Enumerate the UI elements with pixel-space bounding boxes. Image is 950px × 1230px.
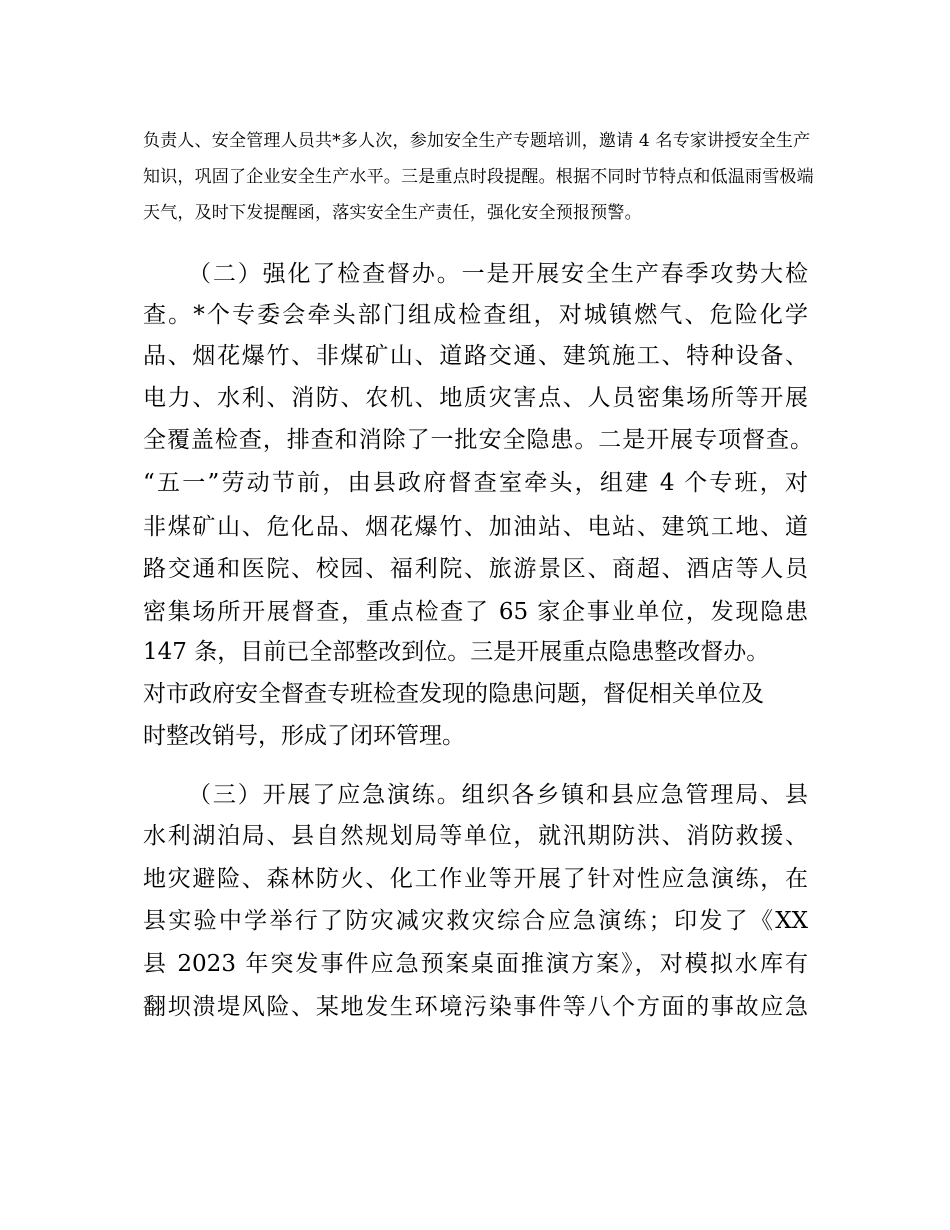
body-line: 品、烟花爆竹、非煤矿山、道路交通、建筑施工、特种设备、	[143, 343, 808, 369]
body-line: 查。*个专委会牵头部门组成检查组，对城镇燃气、危险化学	[143, 302, 808, 328]
body-line: 非煤矿山、危化品、烟花爆竹、加油站、电站、建筑工地、道	[143, 514, 808, 540]
intro-line: 知识，巩固了企业安全生产水平。三是重点时段提醒。根据不同时节特点和低温雨雪极端	[143, 167, 814, 187]
body-line: 翻坝溃堤风险、某地发生环境污染事件等八个方面的事故应急	[143, 994, 808, 1020]
body-line: 县实验中学举行了防灾减灾救灾综合应急演练；印发了《XX	[143, 908, 808, 934]
section-three-heading: （三）开展了应急演练。组织各乡镇和县应急管理局、县	[188, 782, 808, 808]
body-line: “五一”劳动节前，由县政府督查室牵头，组建 4 个专班，对	[143, 470, 808, 496]
body-line: 密集场所开展督查，重点检查了 65 家企事业单位，发现隐患	[143, 599, 808, 625]
body-line: 路交通和医院、校园、福利院、旅游景区、商超、酒店等人员	[143, 556, 808, 582]
body-line: 时整改销号，形成了闭环管理。	[143, 723, 465, 749]
section-two-heading: （二）强化了检查督办。一是开展安全生产春季攻势大检	[188, 261, 808, 287]
body-line: 147 条，目前已全部整改到位。三是开展重点隐患整改督办。	[143, 639, 770, 665]
body-line: 全覆盖检查，排查和消除了一批安全隐患。二是开展专项督查。	[143, 427, 813, 453]
body-line: 电力、水利、消防、农机、地质灾害点、人员密集场所等开展	[143, 385, 808, 411]
body-line: 水利湖泊局、县自然规划局等单位，就汛期防洪、消防救援、	[143, 823, 808, 849]
intro-line: 负责人、安全管理人员共*多人次，参加安全生产专题培训，邀请 4 名专家讲授安全生产	[143, 131, 811, 151]
intro-line: 天气，及时下发提醒函，落实安全生产责任，强化安全预报预警。	[143, 203, 642, 223]
body-line: 地灾避险、森林防火、化工作业等开展了针对性应急演练，在	[143, 866, 808, 892]
body-line: 县 2023 年突发事件应急预案桌面推演方案》，对模拟水库有	[143, 951, 808, 977]
body-line: 对市政府安全督查专班检查发现的隐患问题，督促相关单位及	[143, 681, 764, 707]
